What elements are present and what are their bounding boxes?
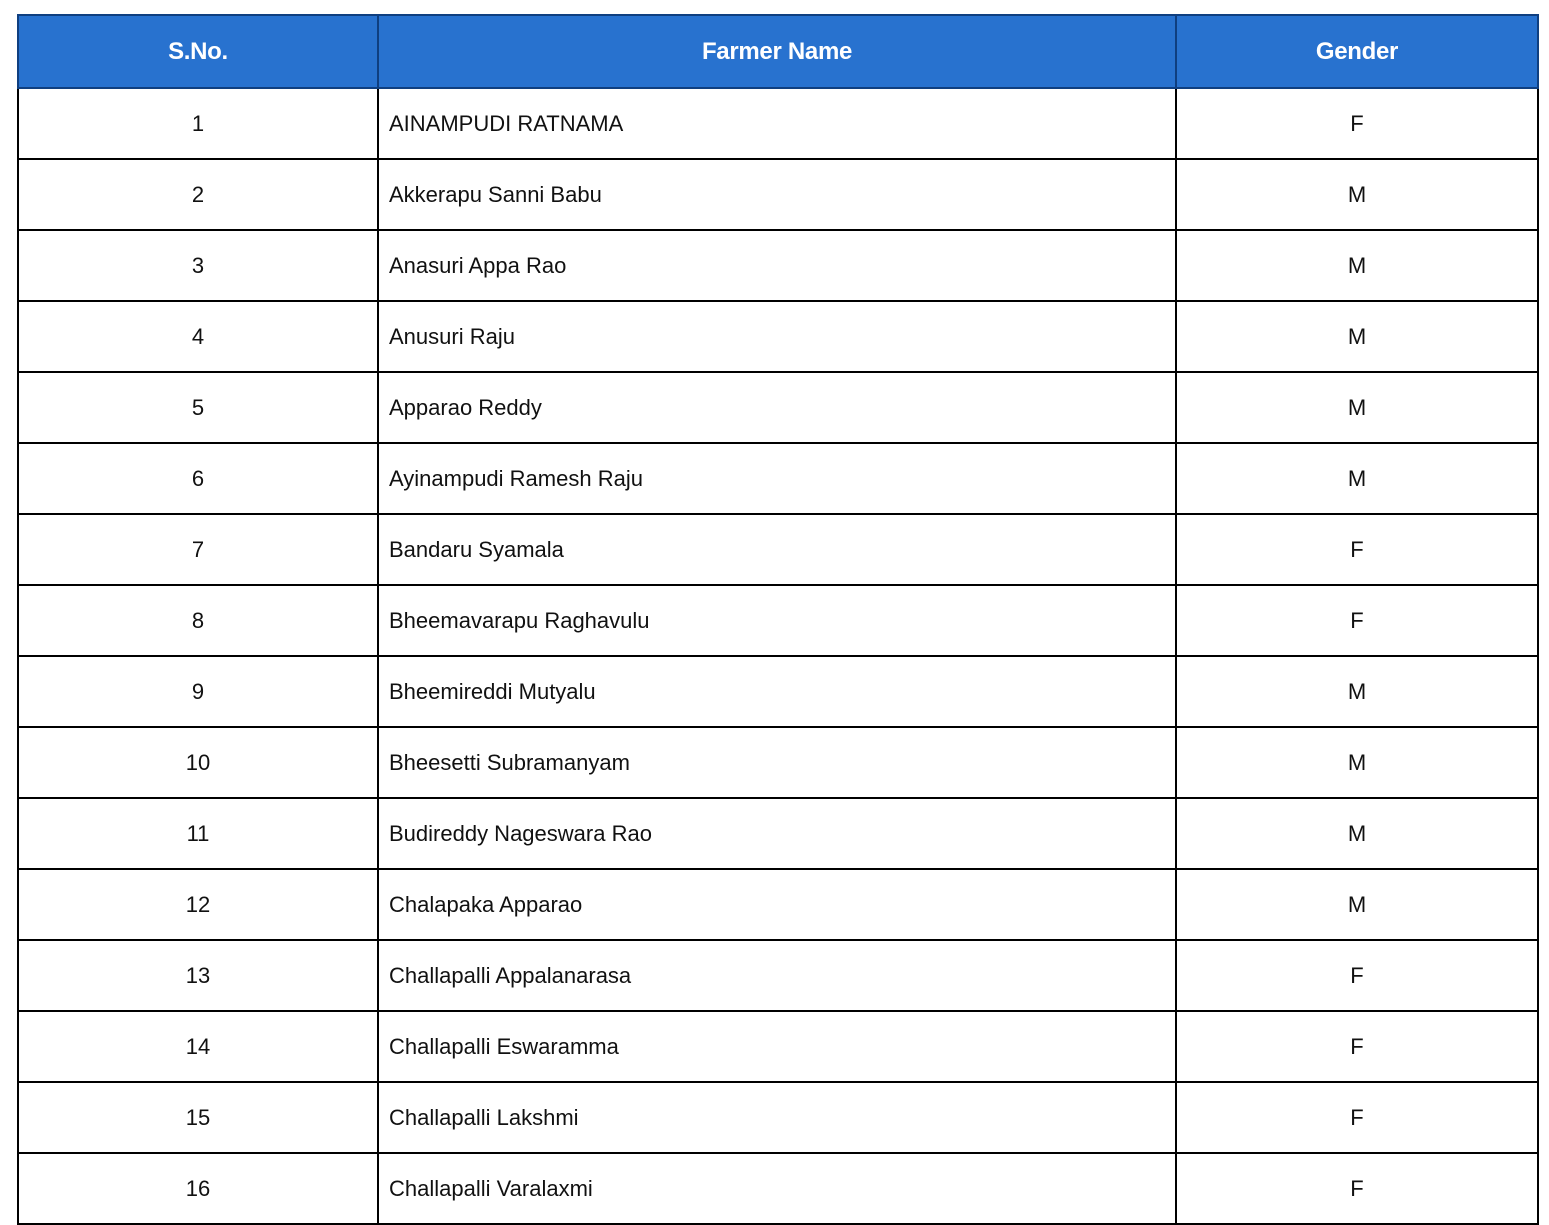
cell-farmer-name: Bheemavarapu Raghavulu xyxy=(378,585,1176,656)
farmer-table xyxy=(17,14,1539,1225)
cell-farmer-name: Apparao Reddy xyxy=(378,372,1176,443)
cell-gender: M xyxy=(1176,159,1538,230)
cell-sno: 13 xyxy=(18,940,378,1011)
header-row xyxy=(18,15,1538,88)
cell-sno: 3 xyxy=(18,230,378,301)
cell-sno: 12 xyxy=(18,869,378,940)
table-row xyxy=(18,940,1538,1011)
cell-gender: M xyxy=(1176,443,1538,514)
cell-gender: M xyxy=(1176,301,1538,372)
column-header-sno: S.No. xyxy=(18,15,378,88)
cell-gender: F xyxy=(1176,940,1538,1011)
cell-farmer-name: Anasuri Appa Rao xyxy=(378,230,1176,301)
cell-sno: 16 xyxy=(18,1153,378,1224)
cell-sno: 15 xyxy=(18,1082,378,1153)
cell-gender: M xyxy=(1176,869,1538,940)
cell-farmer-name: Challapalli Appalanarasa xyxy=(378,940,1176,1011)
table-row xyxy=(18,514,1538,585)
cell-sno: 7 xyxy=(18,514,378,585)
table-row xyxy=(18,301,1538,372)
cell-sno: 9 xyxy=(18,656,378,727)
cell-farmer-name: Anusuri Raju xyxy=(378,301,1176,372)
cell-sno: 10 xyxy=(18,727,378,798)
cell-farmer-name: Chalapaka Apparao xyxy=(378,869,1176,940)
cell-gender: M xyxy=(1176,230,1538,301)
cell-farmer-name: Ayinampudi Ramesh Raju xyxy=(378,443,1176,514)
table-row xyxy=(18,443,1538,514)
table-row xyxy=(18,869,1538,940)
table-header xyxy=(18,15,1538,88)
cell-gender: F xyxy=(1176,1082,1538,1153)
cell-farmer-name: Bheemireddi Mutyalu xyxy=(378,656,1176,727)
cell-farmer-name: Challapalli Eswaramma xyxy=(378,1011,1176,1082)
cell-gender: M xyxy=(1176,727,1538,798)
table-row xyxy=(18,159,1538,230)
cell-farmer-name: Challapalli Varalaxmi xyxy=(378,1153,1176,1224)
cell-gender: M xyxy=(1176,798,1538,869)
table-row xyxy=(18,656,1538,727)
table-row xyxy=(18,1153,1538,1224)
table-row xyxy=(18,1082,1538,1153)
table-row xyxy=(18,1011,1538,1082)
cell-gender: M xyxy=(1176,656,1538,727)
table-row xyxy=(18,798,1538,869)
cell-sno: 2 xyxy=(18,159,378,230)
cell-farmer-name: Bandaru Syamala xyxy=(378,514,1176,585)
cell-sno: 5 xyxy=(18,372,378,443)
table-row xyxy=(18,585,1538,656)
table-row xyxy=(18,372,1538,443)
cell-sno: 14 xyxy=(18,1011,378,1082)
cell-sno: 11 xyxy=(18,798,378,869)
column-header-farmer-name: Farmer Name xyxy=(378,15,1176,88)
cell-gender: F xyxy=(1176,514,1538,585)
table-row xyxy=(18,88,1538,159)
cell-farmer-name: Akkerapu Sanni Babu xyxy=(378,159,1176,230)
cell-gender: F xyxy=(1176,1153,1538,1224)
cell-farmer-name: Bheesetti Subramanyam xyxy=(378,727,1176,798)
cell-gender: F xyxy=(1176,585,1538,656)
table-row xyxy=(18,230,1538,301)
cell-sno: 8 xyxy=(18,585,378,656)
cell-sno: 6 xyxy=(18,443,378,514)
table-body xyxy=(18,88,1538,1224)
cell-farmer-name: Budireddy Nageswara Rao xyxy=(378,798,1176,869)
column-header-gender: Gender xyxy=(1176,15,1538,88)
cell-farmer-name: Challapalli Lakshmi xyxy=(378,1082,1176,1153)
cell-sno: 1 xyxy=(18,88,378,159)
cell-gender: M xyxy=(1176,372,1538,443)
cell-farmer-name: AINAMPUDI RATNAMA xyxy=(378,88,1176,159)
table-row xyxy=(18,727,1538,798)
cell-gender: F xyxy=(1176,1011,1538,1082)
cell-gender: F xyxy=(1176,88,1538,159)
cell-sno: 4 xyxy=(18,301,378,372)
